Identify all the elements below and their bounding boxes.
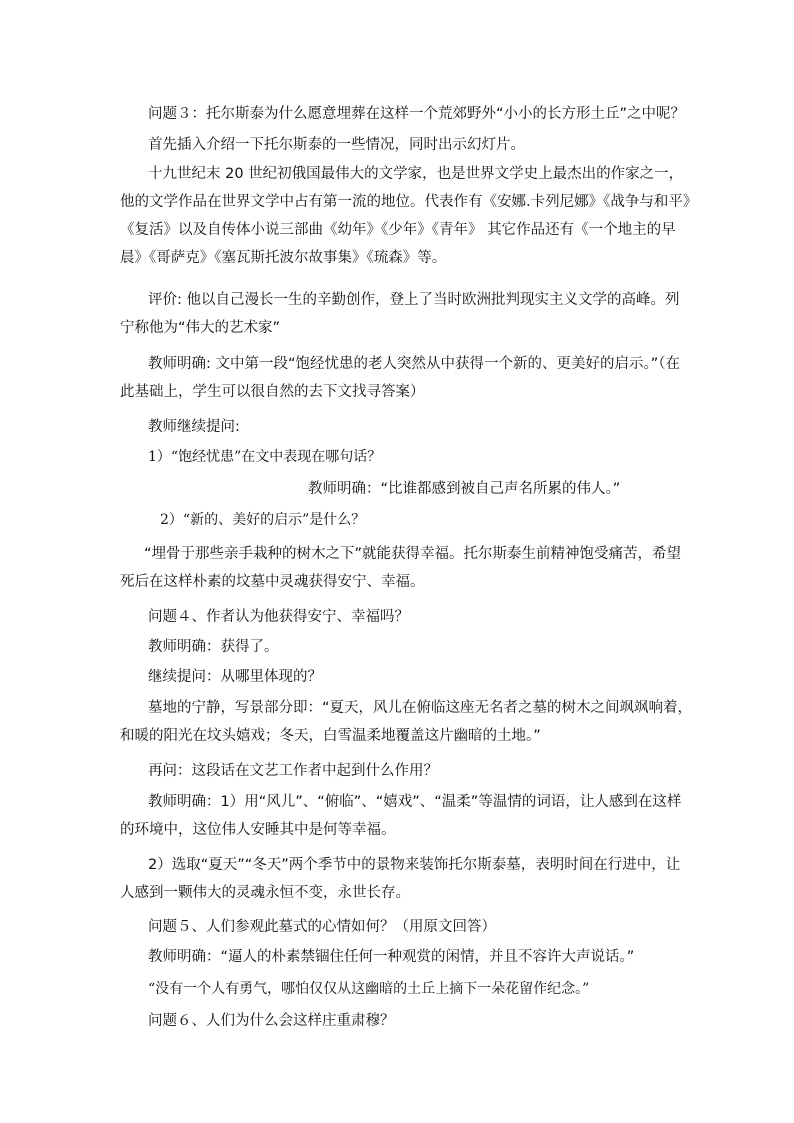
paragraph-question-5: 问题５、人们参观此墓式的心情如何？（用原文回答）	[148, 919, 496, 935]
paragraph-answer-5-quote: “没有一个人有勇气，哪怕仅仅从这幽暗的土丘上摘下一朵花留作纪念。”	[148, 981, 590, 997]
paragraph-intro: 首先插入介绍一下托尔斯泰的一些情况，同时出示幻灯片。	[148, 137, 525, 153]
paragraph-answer-4: 教师明确：获得了。	[148, 639, 279, 655]
paragraph-teacher-continue: 教师继续提问:	[148, 419, 240, 435]
paragraph-subquestion-1: 1）“饱经忧患”在文中表现在哪句话？	[148, 449, 382, 465]
paragraph-ask-again: 再问：这段话在文艺工作者中起到什么作用？	[148, 763, 438, 779]
paragraph-scenery: 墓地的宁静，写景部分即：“夏天，风儿在俯临这座无名者之墓的树木之间飒飒响着，和暖的阳光在坟头嬉戏；冬天，白雪温柔地覆盖这片幽暗的土地。”	[120, 700, 693, 744]
paragraph-answer-effect-1: 教师明确：1）用“风儿”、“俯临”、“嬉戏”、“温柔”等温情的词语，让人感到在这样的环境中，这位伟人安睡其中是何等幸福。	[120, 794, 682, 838]
paragraph-teacher-clarify-1: 教师明确: 文中第一段“饱经忧患的老人突然从中获得一个新的、更美好的启示。”（在此基础上，学生可以很自然的去下文找寻答案）	[120, 356, 681, 400]
paragraph-tolstoy-bio: 十九世纪末 20 世纪初俄国最伟大的文学家，也是世界文学史上最杰出的作家之一，他的文学作品在世界文学中占有第一流的地位。代表作有《安娜.卡列尼娜》《战争与和平》《复活》以及自传体小说三部曲《幼年》《少年》《青年》 其它作品还有《一个地主的早晨》《哥萨克》《塞瓦斯托波尔故事集》《琉森》等。	[120, 166, 691, 266]
paragraph-subquestion-2: 2）“新的、美好的启示”是什么？	[160, 512, 366, 528]
paragraph-continue-ask: 继续提问：从哪里体现的？	[148, 669, 322, 685]
paragraph-answer-2: “埋骨于那些亲手栽种的树木之下”就能获得幸福。托尔斯泰生前精神饱受痛苦，希望死后在这样朴素的坟墓中灵魂获得安宁、幸福。	[120, 546, 682, 590]
paragraph-question-4: 问题４、作者认为他获得安宁、幸福吗？	[148, 609, 409, 625]
paragraph-answer-5: 教师明确：“逼人的朴素禁锢住任何一种观赏的闲情，并且不容许大声说话。”	[148, 949, 635, 965]
paragraph-question-3: 问题３：托尔斯泰为什么愿意埋葬在这样一个荒郊野外“小小的长方形土丘”之中呢？	[148, 106, 686, 122]
paragraph-question-6: 问题６、人们为什么会这样庄重肃穆？	[148, 1013, 395, 1029]
paragraph-evaluation: 评价: 他以自己漫长一生的辛勤创作，登上了当时欧洲批判现实主义文学的高峰。列宁称他为“伟大的艺术家”	[120, 292, 680, 336]
paragraph-answer-effect-2: 2）选取“夏天”“冬天”两个季节中的景物来装饰托尔斯泰墓，表明时间在行进中，让人感到一颗伟大的灵魂永恒不变，永世长存。	[120, 857, 681, 901]
paragraph-answer-1: 教师明确：“比谁都感到被自己声名所累的伟人。”	[308, 481, 621, 497]
